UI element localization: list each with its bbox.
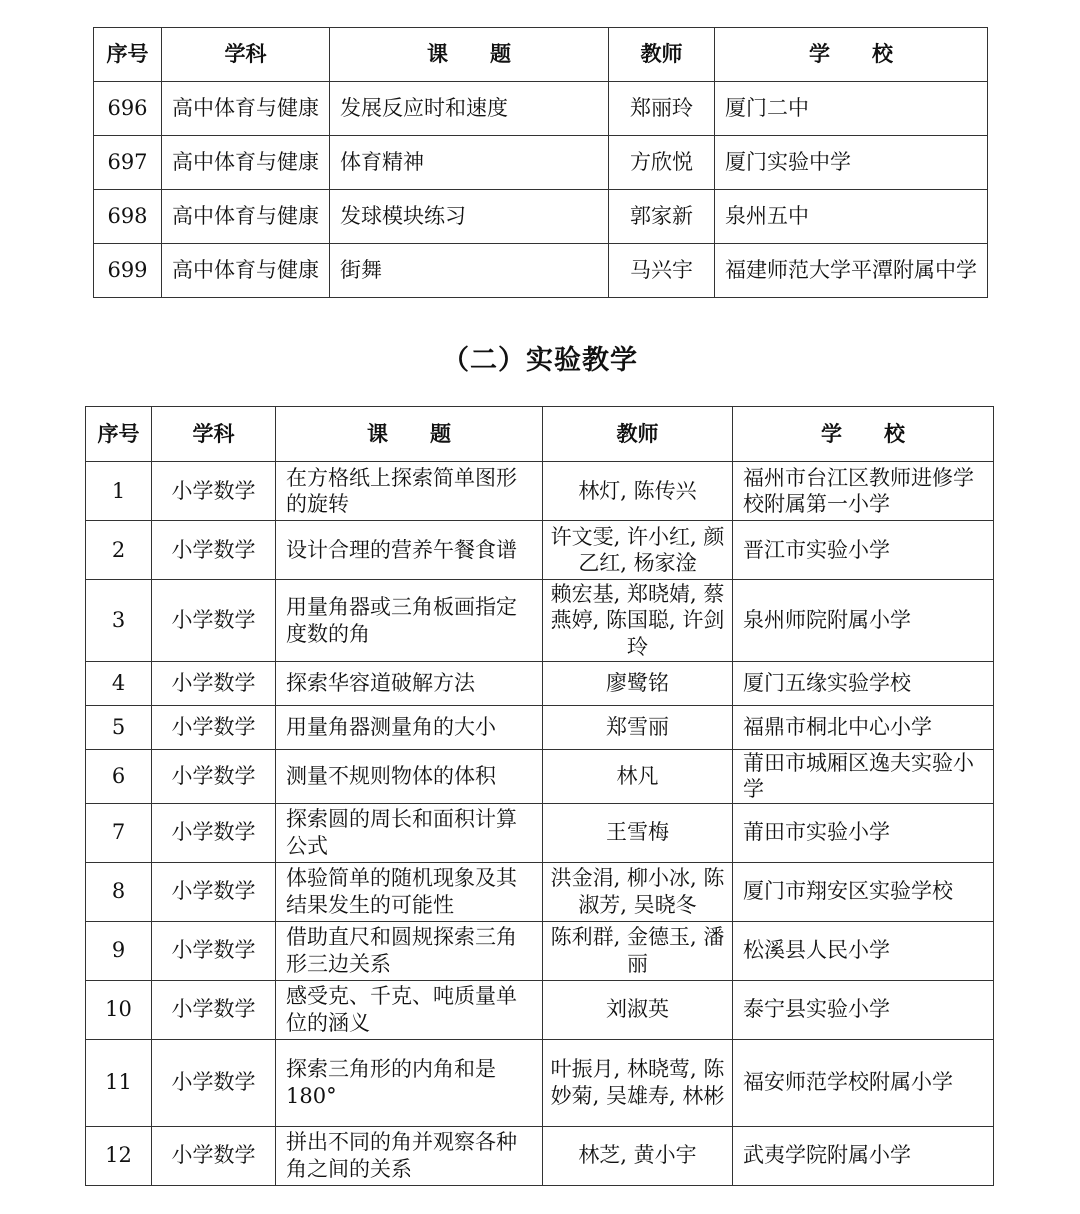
cell-no: 699 — [94, 244, 162, 298]
cell-subject: 小学数学 — [152, 462, 276, 521]
cell-subject: 高中体育与健康 — [162, 190, 330, 244]
cell-topic: 测量不规则物体的体积 — [276, 750, 543, 804]
table-row — [86, 580, 994, 662]
cell-no: 11 — [86, 1039, 152, 1126]
table-row — [86, 921, 994, 980]
cell-topic: 感受克、千克、吨质量单位的涵义 — [276, 980, 543, 1039]
cell-no: 12 — [86, 1126, 152, 1185]
cell-no: 697 — [94, 136, 162, 190]
cell-topic: 发球模块练习 — [330, 190, 609, 244]
cell-no: 8 — [86, 862, 152, 921]
table-row — [86, 462, 994, 521]
table-row — [86, 862, 994, 921]
cell-topic: 体验简单的随机现象及其结果发生的可能性 — [276, 862, 543, 921]
cell-no: 1 — [86, 462, 152, 521]
cell-subject: 小学数学 — [152, 750, 276, 804]
cell-school: 福安师范学校附属小学 — [733, 1039, 994, 1126]
cell-subject: 小学数学 — [152, 1039, 276, 1126]
cell-no: 7 — [86, 803, 152, 862]
cell-school: 厦门市翔安区实验学校 — [733, 862, 994, 921]
table-physical-education — [93, 27, 988, 298]
header-no: 序号 — [86, 407, 152, 462]
cell-teacher: 廖鹭铭 — [543, 662, 733, 706]
cell-teacher: 林芝, 黄小宇 — [543, 1126, 733, 1185]
header-teacher: 教师 — [543, 407, 733, 462]
table-row — [86, 803, 994, 862]
cell-school: 厦门实验中学 — [715, 136, 988, 190]
cell-teacher: 马兴宇 — [609, 244, 715, 298]
cell-teacher: 陈利群, 金德玉, 潘丽 — [543, 921, 733, 980]
cell-teacher: 方欣悦 — [609, 136, 715, 190]
cell-subject: 小学数学 — [152, 980, 276, 1039]
cell-school: 晋江市实验小学 — [733, 521, 994, 580]
cell-school: 松溪县人民小学 — [733, 921, 994, 980]
header-school: 学 校 — [733, 407, 994, 462]
table-row — [94, 244, 988, 298]
section-title: （二）实验教学 — [442, 345, 638, 376]
cell-subject: 小学数学 — [152, 803, 276, 862]
cell-teacher: 郭家新 — [609, 190, 715, 244]
table-experimental-teaching — [85, 406, 994, 1186]
cell-teacher: 许文雯, 许小红, 颜乙红, 杨家淦 — [543, 521, 733, 580]
cell-school: 福建师范大学平潭附属中学 — [715, 244, 988, 298]
cell-topic: 拼出不同的角并观察各种角之间的关系 — [276, 1126, 543, 1185]
cell-subject: 小学数学 — [152, 921, 276, 980]
table-row — [86, 662, 994, 706]
header-school: 学 校 — [715, 28, 988, 82]
cell-topic: 街舞 — [330, 244, 609, 298]
cell-school: 泉州五中 — [715, 190, 988, 244]
cell-topic: 体育精神 — [330, 136, 609, 190]
cell-school: 福鼎市桐北中心小学 — [733, 706, 994, 750]
cell-topic: 借助直尺和圆规探索三角形三边关系 — [276, 921, 543, 980]
header-topic: 课 题 — [276, 407, 543, 462]
cell-teacher: 赖宏基, 郑晓婧, 蔡燕婷, 陈国聪, 许剑玲 — [543, 580, 733, 662]
cell-school: 泉州师院附属小学 — [733, 580, 994, 662]
cell-subject: 小学数学 — [152, 706, 276, 750]
header-no: 序号 — [94, 28, 162, 82]
table-row — [94, 190, 988, 244]
cell-subject: 小学数学 — [152, 580, 276, 662]
cell-no: 9 — [86, 921, 152, 980]
cell-school: 福州市台江区教师进修学校附属第一小学 — [733, 462, 994, 521]
cell-topic: 用量角器测量角的大小 — [276, 706, 543, 750]
table-header-row — [86, 407, 994, 462]
cell-no: 696 — [94, 82, 162, 136]
cell-school: 泰宁县实验小学 — [733, 980, 994, 1039]
cell-teacher: 刘淑英 — [543, 980, 733, 1039]
cell-teacher: 林凡 — [543, 750, 733, 804]
cell-teacher: 郑雪丽 — [543, 706, 733, 750]
table-row — [86, 980, 994, 1039]
cell-topic: 在方格纸上探索简单图形的旋转 — [276, 462, 543, 521]
cell-subject: 小学数学 — [152, 521, 276, 580]
header-teacher: 教师 — [609, 28, 715, 82]
cell-no: 10 — [86, 980, 152, 1039]
cell-topic: 探索华容道破解方法 — [276, 662, 543, 706]
cell-topic: 探索圆的周长和面积计算公式 — [276, 803, 543, 862]
cell-subject: 小学数学 — [152, 662, 276, 706]
cell-topic: 发展反应时和速度 — [330, 82, 609, 136]
cell-school: 厦门二中 — [715, 82, 988, 136]
header-topic: 课 题 — [330, 28, 609, 82]
table-header-row — [94, 28, 988, 82]
cell-no: 698 — [94, 190, 162, 244]
cell-no: 6 — [86, 750, 152, 804]
cell-subject: 小学数学 — [152, 862, 276, 921]
table-row — [94, 136, 988, 190]
cell-subject: 小学数学 — [152, 1126, 276, 1185]
cell-subject: 高中体育与健康 — [162, 244, 330, 298]
table-row — [86, 750, 994, 804]
table-row — [86, 1126, 994, 1185]
cell-no: 4 — [86, 662, 152, 706]
header-subject: 学科 — [162, 28, 330, 82]
cell-teacher: 洪金涓, 柳小冰, 陈淑芳, 吴晓冬 — [543, 862, 733, 921]
cell-school: 武夷学院附属小学 — [733, 1126, 994, 1185]
cell-topic: 设计合理的营养午餐食谱 — [276, 521, 543, 580]
table-row — [86, 1039, 994, 1126]
cell-school: 莆田市城厢区逸夫实验小学 — [733, 750, 994, 804]
cell-topic: 用量角器或三角板画指定度数的角 — [276, 580, 543, 662]
table-row — [94, 82, 988, 136]
table-row — [86, 521, 994, 580]
cell-no: 5 — [86, 706, 152, 750]
cell-teacher: 叶振月, 林晓莺, 陈妙菊, 吴雄寿, 林彬 — [543, 1039, 733, 1126]
cell-subject: 高中体育与健康 — [162, 136, 330, 190]
cell-teacher: 王雪梅 — [543, 803, 733, 862]
cell-topic: 探索三角形的内角和是180° — [276, 1039, 543, 1126]
cell-subject: 高中体育与健康 — [162, 82, 330, 136]
header-subject: 学科 — [152, 407, 276, 462]
cell-no: 2 — [86, 521, 152, 580]
cell-no: 3 — [86, 580, 152, 662]
cell-school: 厦门五缘实验学校 — [733, 662, 994, 706]
cell-school: 莆田市实验小学 — [733, 803, 994, 862]
cell-teacher: 郑丽玲 — [609, 82, 715, 136]
table-row — [86, 706, 994, 750]
cell-teacher: 林灯, 陈传兴 — [543, 462, 733, 521]
